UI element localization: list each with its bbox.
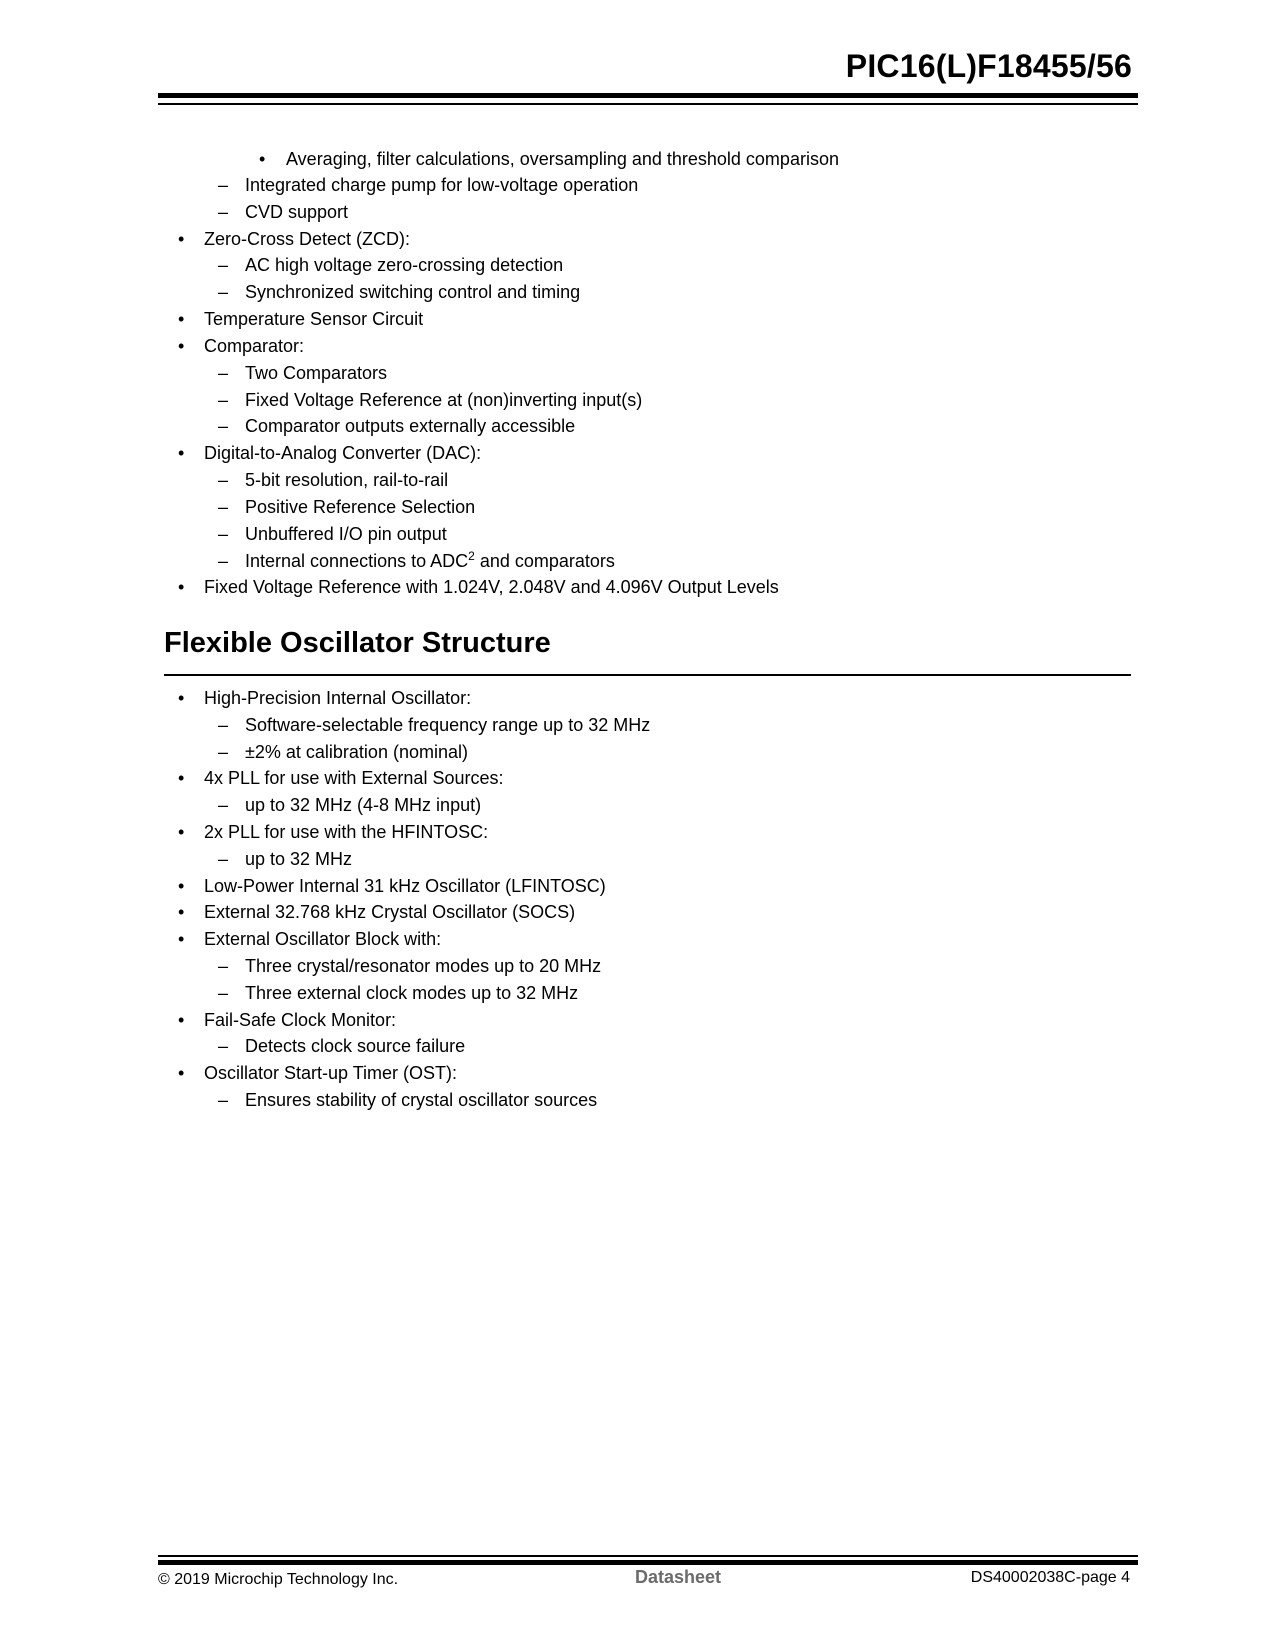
list-item: up to 32 MHz (4-8 MHz input) (245, 795, 482, 815)
bullet-marker: • (178, 768, 185, 788)
bullet-marker: • (178, 688, 185, 708)
list-item: ±2% at calibration (nominal) (245, 742, 468, 762)
dash-marker: – (218, 470, 229, 490)
bullet-marker: • (178, 229, 185, 249)
dash-marker: – (218, 363, 229, 383)
list-item: Positive Reference Selection (245, 497, 476, 517)
dash-marker: – (218, 255, 229, 275)
dash-marker: – (218, 742, 229, 762)
section-title: Flexible Oscillator Structure (164, 627, 551, 659)
list-item: 5-bit resolution, rail-to-rail (245, 470, 449, 490)
list-item: Two Comparators (245, 363, 388, 383)
bullet-marker: • (178, 443, 185, 463)
dash-marker: – (218, 524, 229, 544)
list-item: AC high voltage zero-crossing detection (245, 255, 564, 275)
dash-marker: – (218, 497, 229, 517)
list-item: Comparator outputs externally accessible (245, 416, 576, 436)
list-item: Synchronized switching control and timing (245, 282, 581, 302)
dash-marker: – (218, 795, 229, 815)
list-item: Oscillator Start-up Timer (OST): (204, 1063, 458, 1083)
bullet-marker: • (178, 929, 185, 949)
list-item: External Oscillator Block with: (204, 929, 442, 949)
document-title: PIC16(L)F18455/56 (845, 48, 1132, 84)
list-item-text: Internal connections to ADC (245, 551, 469, 571)
list-item (245, 550, 615, 572)
bullet-marker: • (178, 309, 185, 329)
list-item: External 32.768 kHz Crystal Oscillator (SOCS) (204, 902, 576, 922)
footer-rule-thick (158, 1560, 1138, 1565)
document-type: Datasheet (635, 1567, 722, 1587)
list-item: Software-selectable frequency range up to 32 MHz (245, 715, 651, 735)
list-item: Averaging, filter calculations, oversampling and threshold comparison (286, 149, 839, 169)
list-item: Zero-Cross Detect (ZCD): (204, 229, 411, 249)
dash-marker: – (218, 715, 229, 735)
bullet-marker: • (259, 149, 266, 169)
dash-marker: – (218, 282, 229, 302)
page-reference: DS40002038C-page 4 (970, 1569, 1130, 1586)
dash-marker: – (218, 551, 229, 571)
dash-marker: – (218, 1090, 229, 1110)
dash-marker: – (218, 1036, 229, 1056)
list-item: Fixed Voltage Reference at (non)inverting input(s) (245, 390, 643, 410)
list-item: Temperature Sensor Circuit (204, 309, 424, 329)
dash-marker: – (218, 849, 229, 869)
list-item: up to 32 MHz (245, 849, 353, 869)
list-item: 4x PLL for use with External Sources: (204, 768, 504, 788)
list-item: High-Precision Internal Oscillator: (204, 688, 472, 708)
section-rule (164, 674, 1131, 676)
list-item-text: and comparators (474, 551, 615, 571)
dash-marker: – (218, 202, 229, 222)
bullet-marker: • (178, 336, 185, 356)
list-item: Detects clock source failure (245, 1036, 466, 1056)
dash-marker: – (218, 983, 229, 1003)
list-item: Unbuffered I/O pin output (245, 524, 447, 544)
bullet-marker: • (178, 876, 185, 896)
dash-marker: – (218, 956, 229, 976)
footer-rule-thin (158, 1555, 1138, 1557)
bullet-marker: • (178, 822, 185, 842)
list-item: Three crystal/resonator modes up to 20 MHz (245, 956, 602, 976)
list-item: Fixed Voltage Reference with 1.024V, 2.048V and 4.096V Output Levels (204, 577, 779, 597)
bullet-marker: • (178, 1010, 185, 1030)
list-item: CVD support (245, 202, 349, 222)
header-rule-thin (158, 103, 1138, 105)
header-rule-thick (158, 93, 1138, 98)
list-item: Digital-to-Analog Converter (DAC): (204, 443, 482, 463)
list-item: Fail-Safe Clock Monitor: (204, 1010, 397, 1030)
dash-marker: – (218, 175, 229, 195)
superscript: 2 (468, 549, 475, 563)
dash-marker: – (218, 416, 229, 436)
list-item: 2x PLL for use with the HFINTOSC: (204, 822, 489, 842)
dash-marker: – (218, 390, 229, 410)
list-item: Integrated charge pump for low-voltage operation (245, 175, 639, 195)
copyright-text: © 2019 Microchip Technology Inc. (158, 1571, 399, 1588)
list-item: Comparator: (204, 336, 305, 356)
list-item: Ensures stability of crystal oscillator sources (245, 1090, 598, 1110)
bullet-marker: • (178, 577, 185, 597)
list-item: Low-Power Internal 31 kHz Oscillator (LFINTOSC) (204, 876, 606, 896)
bullet-marker: • (178, 902, 185, 922)
list-item: Three external clock modes up to 32 MHz (245, 983, 579, 1003)
bullet-marker: • (178, 1063, 185, 1083)
